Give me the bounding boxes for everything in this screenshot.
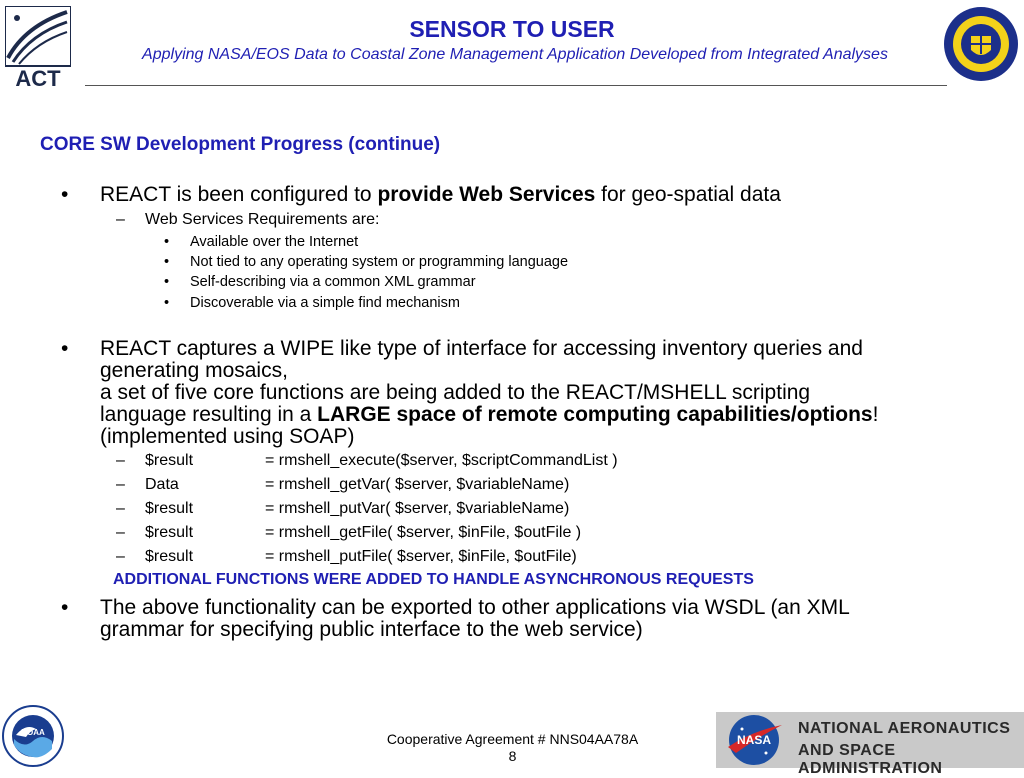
function-expr: = rmshell_putVar( $server, $variableName): [265, 500, 570, 517]
dash-mark: –: [116, 476, 125, 493]
header-divider: [85, 85, 947, 86]
wipe-line-1: REACT captures a WIPE like type of interface for accessing inventory queries and: [100, 337, 863, 360]
nasa-name-line-1: NATIONAL AERONAUTICS: [798, 720, 1011, 737]
dash-mark: –: [116, 211, 125, 228]
bullet-web-services-text: [100, 184, 781, 206]
requirements-label: Web Services Requirements are:: [145, 211, 380, 228]
act-logo-text: ACT: [15, 66, 61, 90]
footer-agreement: [360, 731, 665, 765]
nasa-logo-text: NASA: [736, 733, 772, 747]
bullet-export-text: [100, 597, 850, 641]
function-expr: = rmshell_execute($server, $scriptCommandList ): [265, 452, 618, 469]
dash-mark: –: [116, 524, 125, 541]
dash-mark: –: [116, 452, 125, 469]
header-subtitle: Applying NASA/EOS Data to Coastal Zone Management Application Developed from Integrated Analyses: [142, 46, 888, 63]
wipe-line-4-bold: LARGE space of remote computing capabilities/options: [317, 403, 873, 426]
bullet-web-services-bold: provide Web Services: [377, 183, 596, 206]
function-var: $result: [145, 452, 194, 469]
function-var: $result: [145, 524, 194, 541]
dash-mark: –: [116, 548, 125, 565]
bullet-mark: •: [61, 183, 69, 206]
wipe-line-2: generating mosaics,: [100, 359, 288, 382]
async-note: ADDITIONAL FUNCTIONS WERE ADDED TO HANDLE ASYNCHRONOUS REQUESTS: [113, 571, 754, 588]
function-expr: = rmshell_getVar( $server, $variableName): [265, 476, 570, 493]
nasa-meatball-logo: [722, 713, 786, 767]
bullet-wipe-text: [100, 338, 878, 448]
section-title: CORE SW Development Progress (continue): [40, 134, 441, 155]
requirement-item: Discoverable via a simple find mechanism: [190, 295, 460, 311]
function-expr: = rmshell_getFile( $server, $inFile, $outFile ): [265, 524, 582, 541]
wipe-line-4-pre: language resulting in a: [100, 403, 318, 426]
function-var: $result: [145, 548, 194, 565]
bullet-mark: •: [61, 596, 69, 619]
noaa-logo-text: NOAA: [21, 728, 45, 737]
bullet-mark: •: [164, 234, 170, 250]
function-var: Data: [145, 476, 179, 493]
bullet-mark: •: [164, 254, 170, 270]
function-expr: = rmshell_putFile( $server, $inFile, $outFile): [265, 548, 577, 565]
wipe-line-4-post: !: [872, 403, 879, 426]
function-var: $result: [145, 500, 194, 517]
export-line-1: The above functionality can be exported to other applications via WSDL (an XML: [100, 596, 850, 619]
header-title: SENSOR TO USER: [409, 16, 615, 42]
agreement-number: Cooperative Agreement # NNS04AA78A: [386, 731, 639, 747]
dash-mark: –: [116, 500, 125, 517]
nasa-banner: [716, 712, 1024, 777]
bullet-web-services-post: for geo-spatial data: [595, 183, 781, 206]
page-number: 8: [508, 748, 517, 764]
wipe-line-4: [100, 404, 878, 426]
wipe-line-3: a set of five core functions are being added to the REACT/MSHELL scripting: [100, 381, 811, 404]
noaa-logo: [2, 705, 64, 767]
export-line-2: grammar for specifying public interface to the web service): [100, 618, 643, 641]
requirement-item: Available over the Internet: [190, 234, 359, 250]
requirement-item: Self-describing via a common XML grammar: [190, 274, 476, 290]
nasa-name-line-2: AND SPACE ADMINISTRATION: [798, 742, 943, 777]
bullet-mark: •: [61, 337, 69, 360]
bullet-mark: •: [164, 274, 170, 290]
requirement-item: Not tied to any operating system or programming language: [190, 254, 569, 270]
wipe-line-5: (implemented using SOAP): [100, 425, 355, 448]
bullet-mark: •: [164, 295, 170, 311]
bullet-web-services-pre: REACT is been configured to: [100, 183, 378, 206]
